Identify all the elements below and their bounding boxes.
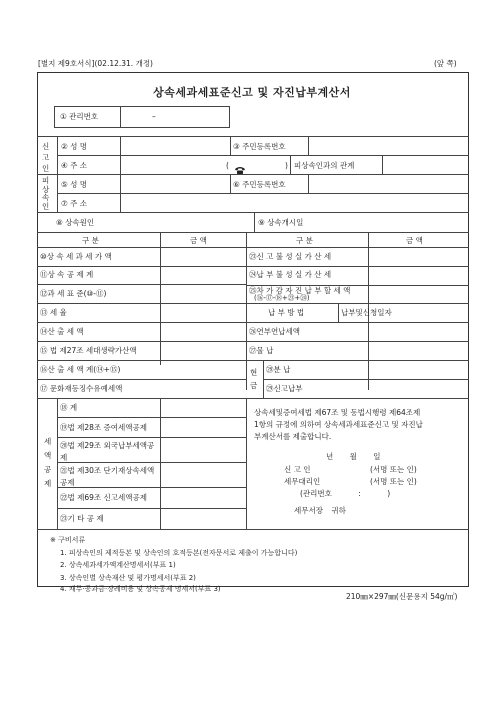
- decedent-name-label: ⑤ 성 명: [61, 180, 87, 189]
- row-report-payment: ㉙신고납부: [266, 384, 303, 393]
- credit-total: ⑱ 계: [60, 403, 78, 412]
- row-split-payment: ㉘분 납: [266, 365, 291, 374]
- row-computed-tax: ⑭산 출 세 액: [40, 327, 84, 336]
- tax-credit-group-label: 세 액 공 제: [44, 437, 52, 488]
- declaration-line-3: 부계산서를 제출합니다.: [254, 432, 332, 441]
- declarant-group-label: 신 고 인: [42, 142, 50, 173]
- row-computed-tax-total: ⑯산 출 세 액 계(⑭+⑮): [40, 365, 121, 374]
- form-title: 상속세과세표준신고 및 자진납부계산서: [153, 86, 351, 99]
- agent-label: 세무대리인: [284, 477, 321, 486]
- declaration-line-2: 1항의 규정에 의하여 상속세과세표준신고 및 자진납: [254, 420, 423, 429]
- agent-signature[interactable]: (서명 또는 인): [370, 477, 417, 486]
- row-cultural-deferral: ⑰ 문화재등징수유예세액: [40, 384, 123, 393]
- row-inheritance-deduction: ⑪상 속 공 제 계: [40, 270, 94, 279]
- payment-method-label: 납 부 방 법: [268, 308, 305, 317]
- declarant-address-label: ④ 주 소: [61, 161, 87, 170]
- tax-office-addressee: 세무서장 귀하: [294, 506, 346, 515]
- decedent-resident-label: ⑥ 주민등록번호: [233, 180, 286, 189]
- document-item-2: 2. 상속세과세가액계산명세서(부표 1): [60, 561, 176, 569]
- row-in-kind: ㉗물 납: [249, 346, 274, 355]
- cash-group-label: 현 금: [250, 368, 258, 390]
- credit-foreign-tax: ⑳법 제29조 외국납부세액공제: [60, 441, 155, 462]
- management-label: ① 관리번호: [60, 112, 99, 121]
- credit-short-term: ㉑법 제30조 단기재상속세액공제: [60, 466, 155, 487]
- cause-label: ⑧ 상속원인: [56, 218, 95, 227]
- document-item-3: 3. 상속인별 상속재산 및 평가명세서(부표 2): [60, 574, 196, 582]
- credit-gift-tax: ⑲법 제28조 증여세액공제: [60, 423, 148, 432]
- page-side-label: (앞 쪽): [434, 59, 457, 68]
- phone-close: ): [285, 161, 288, 170]
- declarant-signature[interactable]: (서명 또는 인): [370, 465, 417, 474]
- decedent-address-label: ⑦ 주 소: [61, 199, 87, 208]
- relation-label: 피상속인과의 관계: [294, 161, 355, 170]
- declarant-sign-label: 신 고 인: [284, 465, 311, 474]
- payment-date-label: 납부및신청일자: [341, 308, 392, 317]
- start-date-label: ⑨ 상속개시일: [258, 218, 304, 227]
- paper-size-note: 210㎜×297㎜(신문용지 54g/㎡): [346, 592, 458, 601]
- row-report-penalty: ㉓신 고 불 성 실 가 산 세: [249, 252, 332, 261]
- credit-other: ㉓기 타 공 제: [60, 514, 104, 523]
- row-payment-penalty: ㉔납 부 불 성 실 가 산 세: [249, 270, 332, 279]
- form-number: [별지 제9호서식](02.12.31. 개정): [38, 59, 153, 68]
- declaration-date[interactable]: 년 월 일: [326, 452, 381, 461]
- col-amount-right: 금 액: [406, 236, 423, 245]
- declarant-name-label: ② 성 명: [61, 142, 87, 151]
- declarant-resident-label: ③ 주민등록번호: [233, 142, 286, 151]
- row-tax-rate: ⑬ 세 율: [40, 308, 67, 317]
- management-value[interactable]: –: [152, 112, 156, 121]
- col-amount-left: 금 액: [190, 236, 207, 245]
- declaration-line-1: 상속세및증여세법 제67조 및 동법시행령 제64조제: [254, 408, 421, 417]
- credit-report: ㉒법 제69조 신고세액공제: [60, 493, 148, 502]
- decedent-group-label: 피 상 속 인: [42, 176, 50, 211]
- col-kind-right: 구 분: [296, 236, 313, 245]
- row-tax-base: ⑫과 세 표 준(⑩-⑪): [40, 289, 107, 298]
- phone-icon: [234, 160, 246, 179]
- row-generation-skip: ⑮ 법 제27조 세대생략가산액: [40, 346, 137, 355]
- row-self-payment-formula: (⑯-⑰-⑱+㉓+㉔): [254, 294, 310, 302]
- document-item-4: 4. 채무·공과금·장례비용 및 상속공제 명세서(부표 3): [60, 585, 221, 593]
- row-taxable-value: ⑩상 속 세 과 세 가 액: [40, 252, 112, 261]
- documents-heading: ※ 구비서류: [50, 536, 86, 544]
- col-kind-left: 구 분: [82, 236, 99, 245]
- row-installment: ㉖연부연납세액: [249, 327, 300, 336]
- phone-open: (: [226, 161, 229, 170]
- row-self-payment: ㉕차 가 감 자 진 납 부 할 세 액: [249, 286, 351, 295]
- document-item-1: 1. 피상속인의 제적등본 및 상속인의 호적등본(전자문서로 제출이 가능합니다): [60, 549, 298, 557]
- agent-management-no: (관리번호 : ): [300, 489, 391, 498]
